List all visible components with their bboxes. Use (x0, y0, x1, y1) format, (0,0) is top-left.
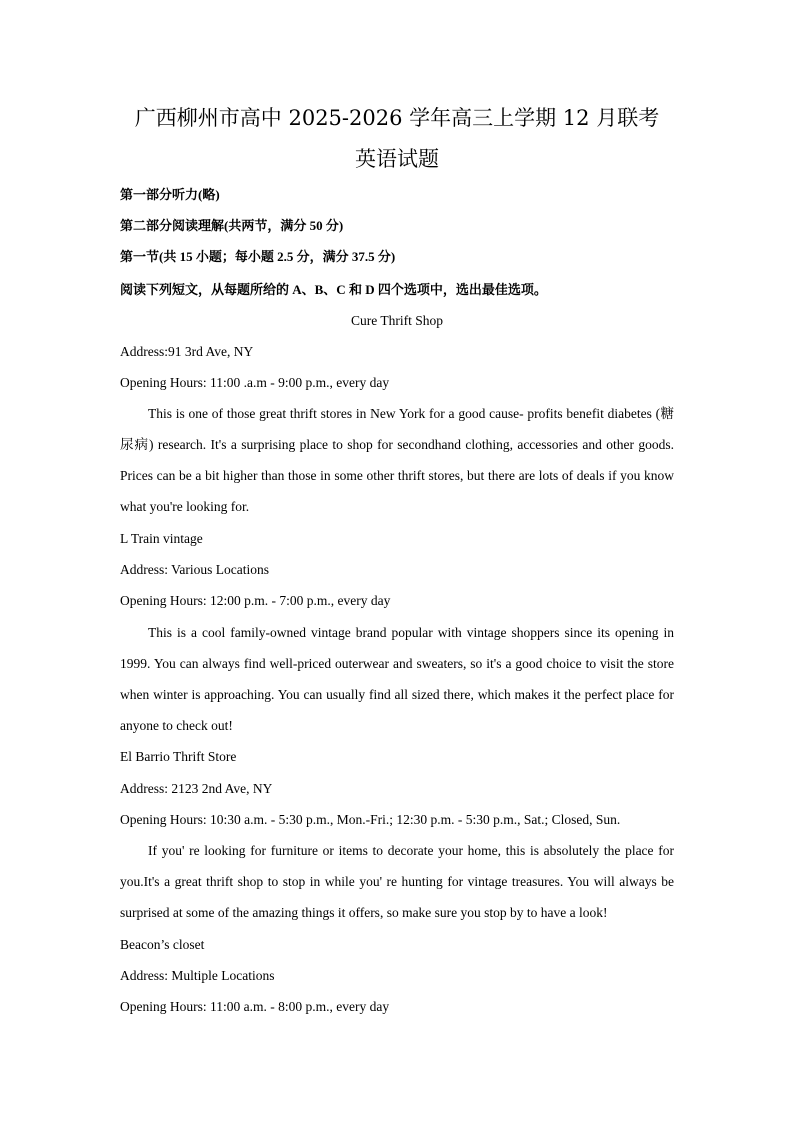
part2-heading: 第二部分阅读理解(共两节，满分 50 分) (120, 218, 344, 233)
shop4-name: Beacon’s closet (120, 937, 205, 952)
shop2-hours: Opening Hours: 12:00 p.m. - 7:00 p.m., every day (120, 593, 391, 608)
shop2-address: Address: Various Locations (120, 562, 269, 577)
shop2-name: L Train vintage (120, 531, 203, 546)
passage-title: Cure Thrift Shop (351, 313, 443, 328)
shop1-address: Address:91 3rd Ave, NY (120, 344, 254, 359)
shop4-hours: Opening Hours: 11:00 a.m. - 8:00 p.m., every day (120, 999, 390, 1014)
part1-heading: 第一部分听力(略) (120, 187, 220, 202)
shop3-address: Address: 2123 2nd Ave, NY (120, 781, 273, 796)
shop4-address: Address: Multiple Locations (120, 968, 275, 983)
shop3-name: El Barrio Thrift Store (120, 749, 237, 764)
shop1-hours: Opening Hours: 11:00 .a.m - 9:00 p.m., every day (120, 375, 390, 390)
shop1-description: This is one of those great thrift stores in New York for a good cause- profits benefit diabetes (糖尿病) research. It's a surprising place to shop for secondhand clothing, accessories and other goods. Prices can be a bit higher than those in some other thrift stores, but there are lots of deals if you know what you're looking for. (120, 406, 674, 514)
shop3-description: If you' re looking for furniture or items to decorate your home, this is absolutely the place for you.It's a great thrift shop to stop in while you' re hunting for vintage treasures. You will always be surprised at some of the amazing things it offers, so make sure you stop by to have a look! (120, 843, 674, 920)
exam-title: 广西柳州市高中 2025-2026 学年高三上学期 12 月联考 (134, 106, 660, 130)
shop2-description: This is a cool family-owned vintage brand popular with vintage shoppers since its opening in 1999. You can always find well-priced outerwear and sweaters, so it's a good choice to visit the store when winter is approaching. You can usually find all sized there, which makes it the perfect place for anyone to check out! (120, 625, 674, 733)
shop3-hours: Opening Hours: 10:30 a.m. - 5:30 p.m., Mon.-Fri.; 12:30 p.m. - 5:30 p.m., Sat.; Closed, Sun. (120, 812, 621, 827)
exam-subject: 英语试题 (355, 147, 439, 171)
instruction-text: 阅读下列短文，从每题所给的 A、B、C 和 D 四个选项中，选出最佳选项。 (120, 282, 547, 297)
section1-heading: 第一节(共 15 小题；每小题 2.5 分，满分 37.5 分) (120, 249, 396, 264)
